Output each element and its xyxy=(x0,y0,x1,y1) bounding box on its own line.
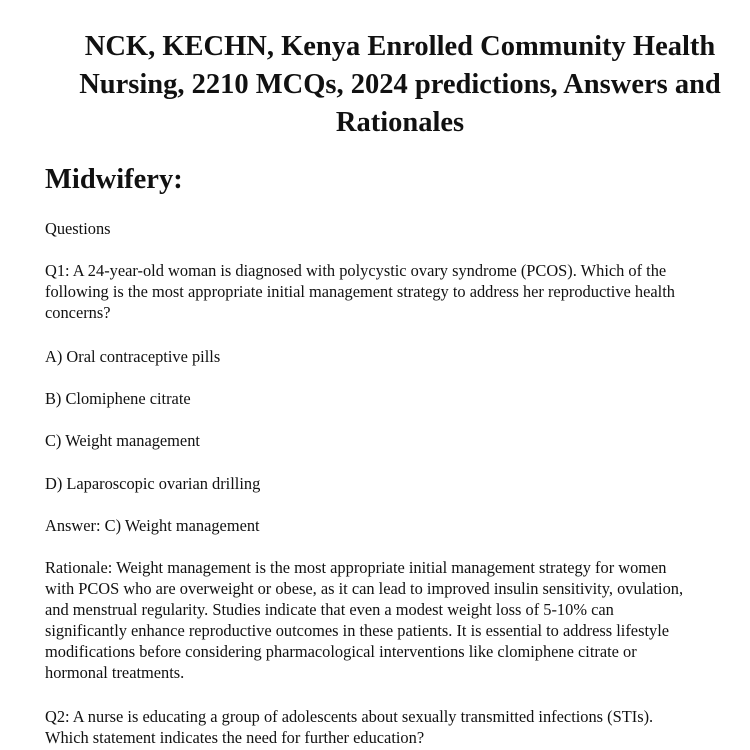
q2-question xyxy=(45,706,653,748)
q1-rationale-line: significantly enhance reproductive outcomes in these patients. It is essential to address lifestyle xyxy=(45,621,670,640)
q1-option-b: B) Clomiphene citrate xyxy=(45,389,191,408)
q1-option-c: C) Weight management xyxy=(45,431,200,450)
q1-rationale xyxy=(45,557,683,683)
q1-answer: Answer: C) Weight management xyxy=(45,516,260,535)
q2-question-line: Q2: A nurse is educating a group of adolescents about sexually transmitted infections (STIs). xyxy=(45,707,654,726)
q2-question-line: Which statement indicates the need for further education? xyxy=(45,728,425,747)
q1-question-line: Q1: A 24-year-old woman is diagnosed with polycystic ovary syndrome (PCOS). Which of the xyxy=(45,261,667,280)
title-line: Rationales xyxy=(335,107,465,138)
q1-rationale-line: and menstrual regularity. Studies indicate that even a modest weight loss of 5-10% can xyxy=(45,600,614,619)
document-title xyxy=(45,28,750,142)
q1-question-line: following is the most appropriate initial management strategy to address her reproductive health xyxy=(45,282,675,301)
q1-option-a: A) Oral contraceptive pills xyxy=(45,347,221,366)
q1-question-line: concerns? xyxy=(45,303,111,322)
q1-option-d: D) Laparoscopic ovarian drilling xyxy=(45,474,261,493)
q1-rationale-line: modifications before considering pharmacological interventions like clomiphene citrate or xyxy=(45,642,637,661)
q1-question xyxy=(45,260,675,323)
q1-rationale-line: with PCOS who are overweight or obese, as it can lead to improved insulin sensitivity, ovulation, xyxy=(45,579,684,598)
title-line: NCK, KECHN, Kenya Enrolled Community Health xyxy=(84,31,716,62)
q1-rationale-line: hormonal treatments. xyxy=(45,663,185,682)
title-line: Nursing, 2210 MCQs, 2024 predictions, Answers and xyxy=(79,69,721,100)
questions-label: Questions xyxy=(45,219,111,238)
section-heading: Midwifery: xyxy=(45,164,183,195)
q1-rationale-line: Rationale: Weight management is the most appropriate initial management strategy for women xyxy=(45,558,667,577)
